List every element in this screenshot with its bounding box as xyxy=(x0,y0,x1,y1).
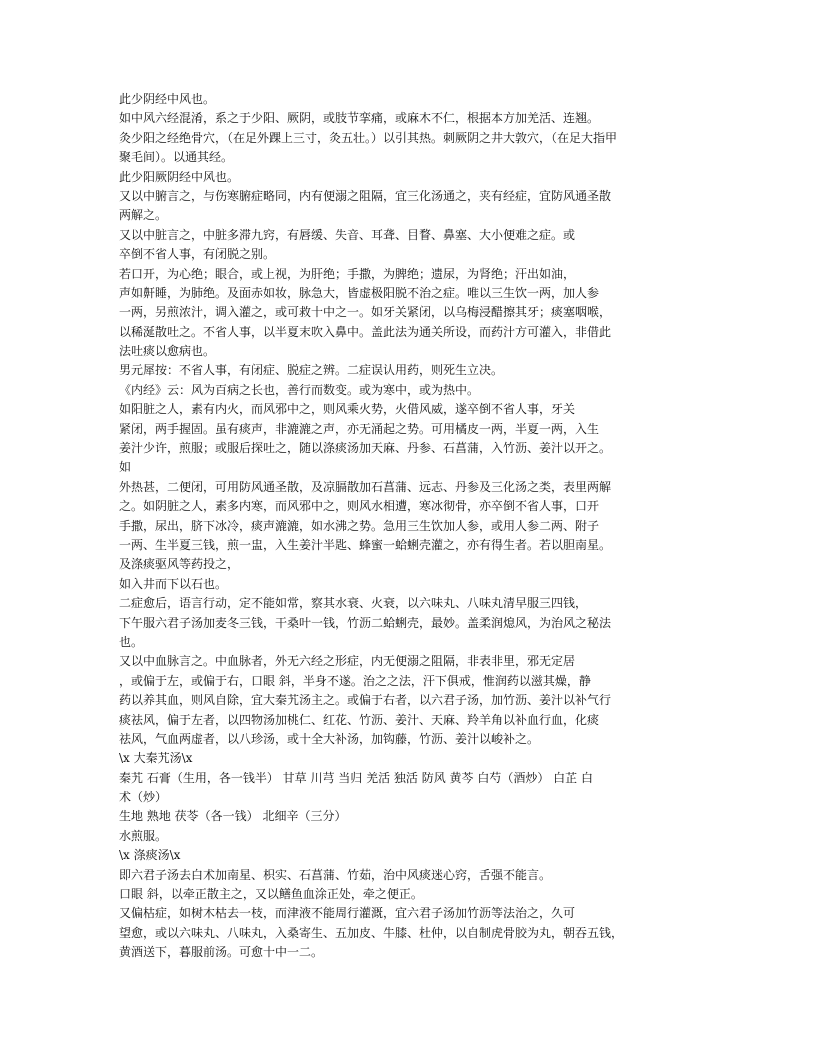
text-line: 手撒，尿出，脐下冰冷，痰声漉漉，如水沸之势。急用三生饮加人参，或用人参二两、附子 xyxy=(119,518,600,533)
text-line: 又以中血脉言之。中血脉者，外无六经之形症，内无便溺之阻隔，非表非里，邪无定居 xyxy=(119,654,576,669)
text-line: 姜汁少许，煎服；或服后探吐之，随以涤痰汤加天麻、丹参、石菖蒲，入竹沥、姜汁以开之。 xyxy=(119,441,612,456)
text-line: 紧闭，两手握固。虽有痰声，非漉漉之声，亦无涌起之势。可用橘皮一两，半夏一两，入生 xyxy=(119,421,600,436)
text-line: 秦艽 石膏（生用，各一钱半） 甘草 川芎 当归 羌活 独活 防风 黄芩 白芍（酒炒） 白芷 白 xyxy=(119,770,593,785)
text-line: 此少阴经中风也。 xyxy=(119,92,216,106)
text-line: 即六君子汤去白术加南星、枳实、石菖蒲、竹茹，治中风痰迷心窍，舌强不能言。 xyxy=(119,867,552,882)
text-line: 声如鼾睡，为肺绝。及面赤如妆，脉急大，皆虚极阳脱不治之症。唯以三生饮一两，加人参 xyxy=(119,285,600,300)
text-line: 外热甚，二便闭，可用防风通圣散，及凉膈散加石菖蒲、远志、丹参及三化汤之类，表里两解 xyxy=(119,479,612,494)
text-line: 痰祛风，偏于左者，以四物汤加桃仁、红花、竹沥、姜汁、天麻、羚羊角以补血行血，化痰 xyxy=(119,712,600,727)
text-line: 如入井而下以石也。 xyxy=(119,576,228,591)
text-line: 及涤痰驱风等药投之， xyxy=(119,557,240,572)
text-line: 如中风六经混淆，系之于少阳、厥阴，或肢节挛痛，或麻木不仁，根据本方加羌活、连翘。 xyxy=(119,111,600,126)
text-line: 生地 熟地 茯苓（各一钱） 北细辛（三分） xyxy=(119,809,347,824)
section-heading: \x 大秦艽汤\x xyxy=(119,751,193,766)
text-line: 也。 xyxy=(119,634,144,649)
text-line: 又以中脏言之，中脏多滞九窍，有唇缓、失音、耳聋、目瞀、鼻塞、大小便难之症。或 xyxy=(119,227,576,242)
text-line: 一两、生半夏三钱，煎一盅，入生姜汁半匙、蜂蜜一蛤蜊壳灌之，亦有得生者。若以胆南星。 xyxy=(119,537,612,552)
text-line: 卒倒不省人事，有闭脱之别。 xyxy=(119,247,276,262)
text-line: 望愈，或以六味丸、八味丸，入桑寄生、五加皮、牛膝、杜仲，以自制虎骨胶为丸，朝吞五钱， xyxy=(119,925,624,940)
text-line: 若口开，为心绝；眼合，或上视，为肝绝；手撒，为脾绝；遗尿，为肾绝；汗出如油， xyxy=(119,266,576,281)
text-line: 二症愈后，语言行动，定不能如常，察其水衰、火衰，以六味丸、八味丸清早服三四钱， xyxy=(119,596,588,611)
text-line: 下午服六君子汤加麦冬三钱，干桑叶一钱，竹沥二蛤蜊壳，最妙。盖柔润熄风，为治风之秘法 xyxy=(119,615,612,630)
text-line: 法吐痰以愈病也。 xyxy=(119,344,216,359)
text-line: 水煎服。 xyxy=(119,828,168,843)
text-line: 《内经》云：风为百病之长也，善行而数变。或为寒中，或为热中。 xyxy=(119,382,480,397)
text-line: 此少阳厥阴经中风也。 xyxy=(119,169,240,184)
section-heading: \x 涤痰汤\x xyxy=(119,848,181,863)
text-line: 聚毛间）。以通其经。 xyxy=(119,150,234,165)
text-line: 如 xyxy=(119,460,132,475)
text-line: 男元犀按：不省人事，有闭症、脱症之辨。二症误认用药，则死生立决。 xyxy=(119,363,504,378)
text-line: 一两，另煎浓汁，调入灌之，或可救十中之一。如牙关紧闭，以乌梅浸醋擦其牙；痰塞咽喉， xyxy=(119,305,612,320)
text-line: 药以养其血，则风自除，宜大秦艽汤主之。或偏于右者，以六君子汤，加竹沥、姜汁以补气行 xyxy=(119,693,612,708)
text-line: 以稀涎散吐之。不省人事，以半夏末吹入鼻中。盖此法为通关所设，而药汁方可灌入，非借此 xyxy=(119,324,612,339)
text-line: 两解之。 xyxy=(119,208,168,223)
text-line: 如阳脏之人，素有内火，而风邪中之，则风乘火势，火借风威，遂卒倒不省人事，牙关 xyxy=(119,402,576,417)
text-line: 之。如阴脏之人，素多内寒，而风邪中之，则风水相遭，寒冰彻骨，亦卒倒不省人事，口开 xyxy=(119,499,600,514)
text-line: 口眼 斜，以牵正散主之，又以鳝鱼血涂正处，牵之便正。 xyxy=(119,887,423,902)
text-line: 黄酒送下，暮服前汤。可愈十中一二。 xyxy=(119,945,324,960)
text-line: 又偏枯症，如树木枯去一枝，而津液不能周行灌溉，宜六君子汤加竹沥等法治之，久可 xyxy=(119,906,576,921)
text-line: ，或偏于左，或偏于右，口眼 斜，半身不遂。治之之法，汗下俱戒，惟润药以滋其燥，静 xyxy=(119,673,591,688)
text-line: 灸少阳之经绝骨穴，（在足外踝上三寸，灸五壮。）以引其热。刺厥阴之井大敦穴，（在足大指甲 xyxy=(119,130,618,145)
text-line: 术（炒） xyxy=(119,790,168,805)
text-line: 祛风，气血两虚者，以八珍汤，或十全大补汤，加钩藤，竹沥、姜汁以峻补之。 xyxy=(119,731,540,746)
text-line: 又以中腑言之，与伤寒腑症略同，内有便溺之阻隔，宜三化汤通之，夹有经症，宜防风通圣散 xyxy=(119,188,612,203)
document-page xyxy=(119,90,699,963)
